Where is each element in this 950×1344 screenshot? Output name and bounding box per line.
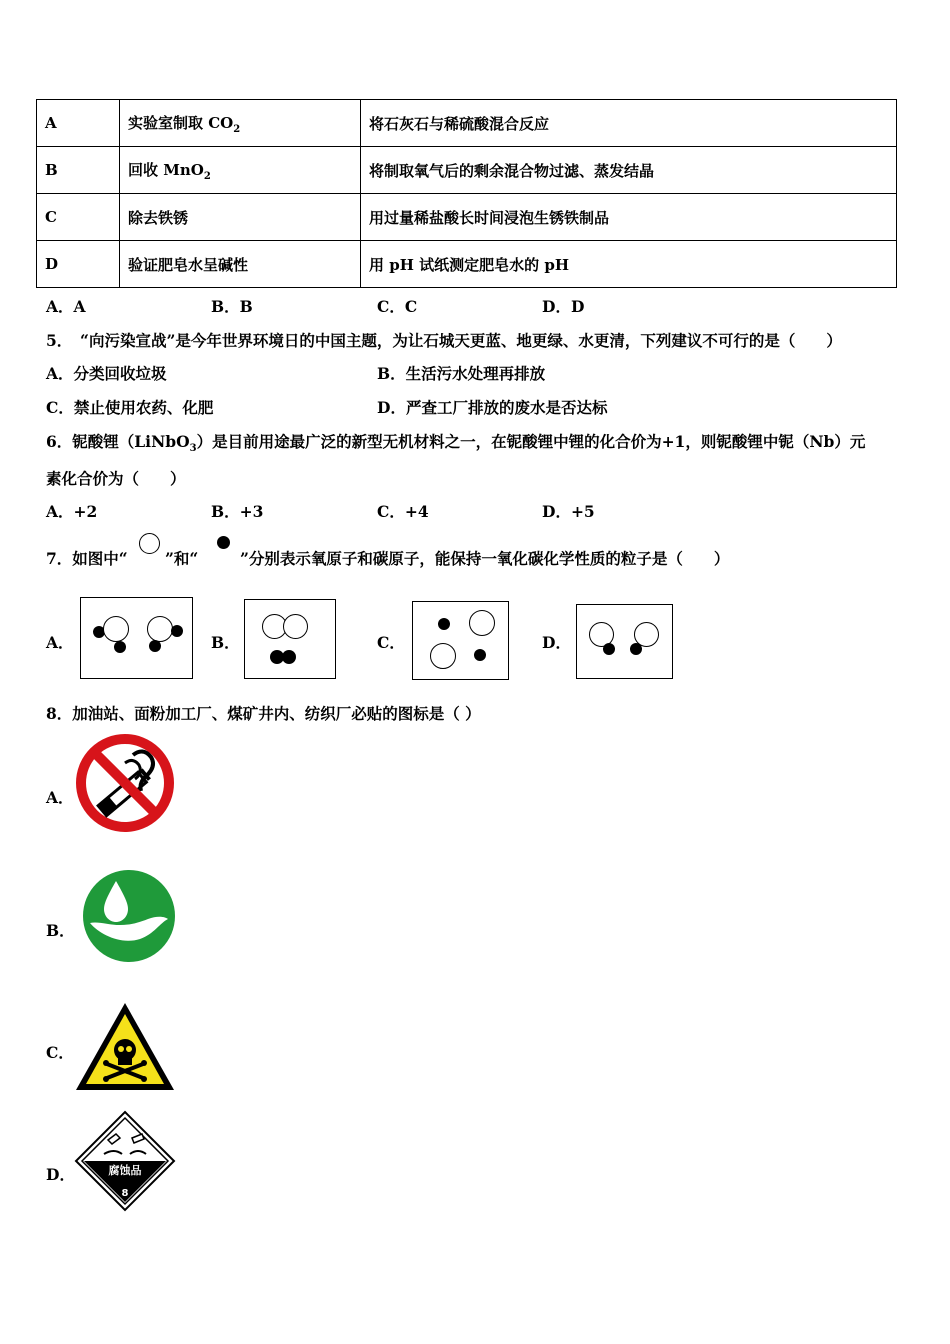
q8-label-a: A． [46,788,74,807]
carbon-atom [282,650,296,664]
carbon-atom [149,640,161,652]
q6-stem-line1: 6．铌酸锂（LiNbO$_3$）是目前用途最广泛的新型无机材料之一，在铌酸锂中锂的化合价为+1，则铌酸锂中铌（Nb）元 [46,432,866,455]
table-row [37,241,897,288]
row-method: 用过量稀盐酸长时间浸泡生锈铁制品 [361,194,897,241]
carbon-atom [438,618,450,630]
row-method: 将制取氧气后的剩余混合物过滤、蒸发结晶 [361,147,897,194]
q7-stem-b: ”和“ [165,549,199,568]
oxygen-atom [469,610,495,636]
sign-d-number: 8 [121,1188,129,1199]
answer-option-d: D．D [542,297,585,316]
q7-diagram-d [576,604,673,679]
q5-option-d: D．严查工厂排放的废水是否达标 [377,398,608,417]
options-table [36,99,897,288]
carbon-atom [474,649,486,661]
water-saving-sign-icon [82,869,176,963]
answer-option-b: B．B [211,297,253,316]
carbon-atom [603,643,615,655]
oxygen-atom [283,614,308,639]
q7-label-b: B． [211,633,240,652]
q5-stem: 5． “向污染宣战”是今年世界环境日的中国主题，为让石城天更蓝、地更绿、水更清，下列建议不可行的是（ ） [46,331,842,350]
q5-option-b: B．生活污水处理再排放 [377,364,546,383]
carbon-atom [114,641,126,653]
row-key: D [37,241,120,288]
row-method: 将石灰石与稀硫酸混合反应 [361,100,897,147]
q7-diagram-b [244,599,336,679]
q6-stem-line2: 素化合价为（ ） [46,469,186,488]
no-smoking-sign-icon [75,733,175,833]
row-key: B [37,147,120,194]
table-row [37,100,897,147]
q6-option-a: A．+2 [46,502,98,521]
q7-diagram-a [80,597,193,679]
q7-stem-c: ”分别表示氧原子和碳原子，能保持一氧化碳化学性质的粒子是（ ） [240,549,730,568]
q6-option-d: D．+5 [542,502,595,521]
q7-label-c: C． [377,633,405,652]
sign-d-text: 腐蚀品 [108,1164,142,1177]
q7-label-d: D． [542,633,571,652]
toxic-warning-sign-icon [73,1000,177,1094]
carbon-atom-symbol [217,536,230,549]
row-key: A [37,100,120,147]
table-row [37,147,897,194]
oxygen-atom [147,616,173,642]
q7-label-a: A． [46,633,74,652]
row-purpose: 除去铁锈 [120,194,361,241]
table-row [37,194,897,241]
q7-diagram-c [412,601,509,680]
row-purpose: 回收 MnO$_2$ [120,147,361,194]
q8-label-d: D． [46,1165,75,1184]
q8-stem: 8．加油站、面粉加工厂、煤矿井内、纺织厂必贴的图标是（ ） [46,704,481,723]
q6-option-b: B．+3 [211,502,264,521]
carbon-atom [171,625,183,637]
oxygen-atom-symbol [139,533,160,554]
carbon-atom [630,643,642,655]
q7-stem-a: 7．如图中“ [46,549,128,568]
answer-option-c: C．C [377,297,418,316]
answer-option-a: A．A [46,297,86,316]
corrosive-hazard-sign-icon [74,1110,176,1212]
row-key: C [37,194,120,241]
q8-label-c: C． [46,1043,74,1062]
row-purpose: 实验室制取 $CO_2$ [120,100,361,147]
row-purpose: 验证肥皂水呈碱性 [120,241,361,288]
row-method: 用 pH 试纸测定肥皂水的 pH [361,241,897,288]
q5-option-a: A．分类回收垃圾 [46,364,167,383]
oxygen-atom [103,616,129,642]
q6-option-c: C．+4 [377,502,429,521]
oxygen-atom [430,643,456,669]
q5-option-c: C．禁止使用农药、化肥 [46,398,214,417]
q8-label-b: B． [46,921,75,940]
